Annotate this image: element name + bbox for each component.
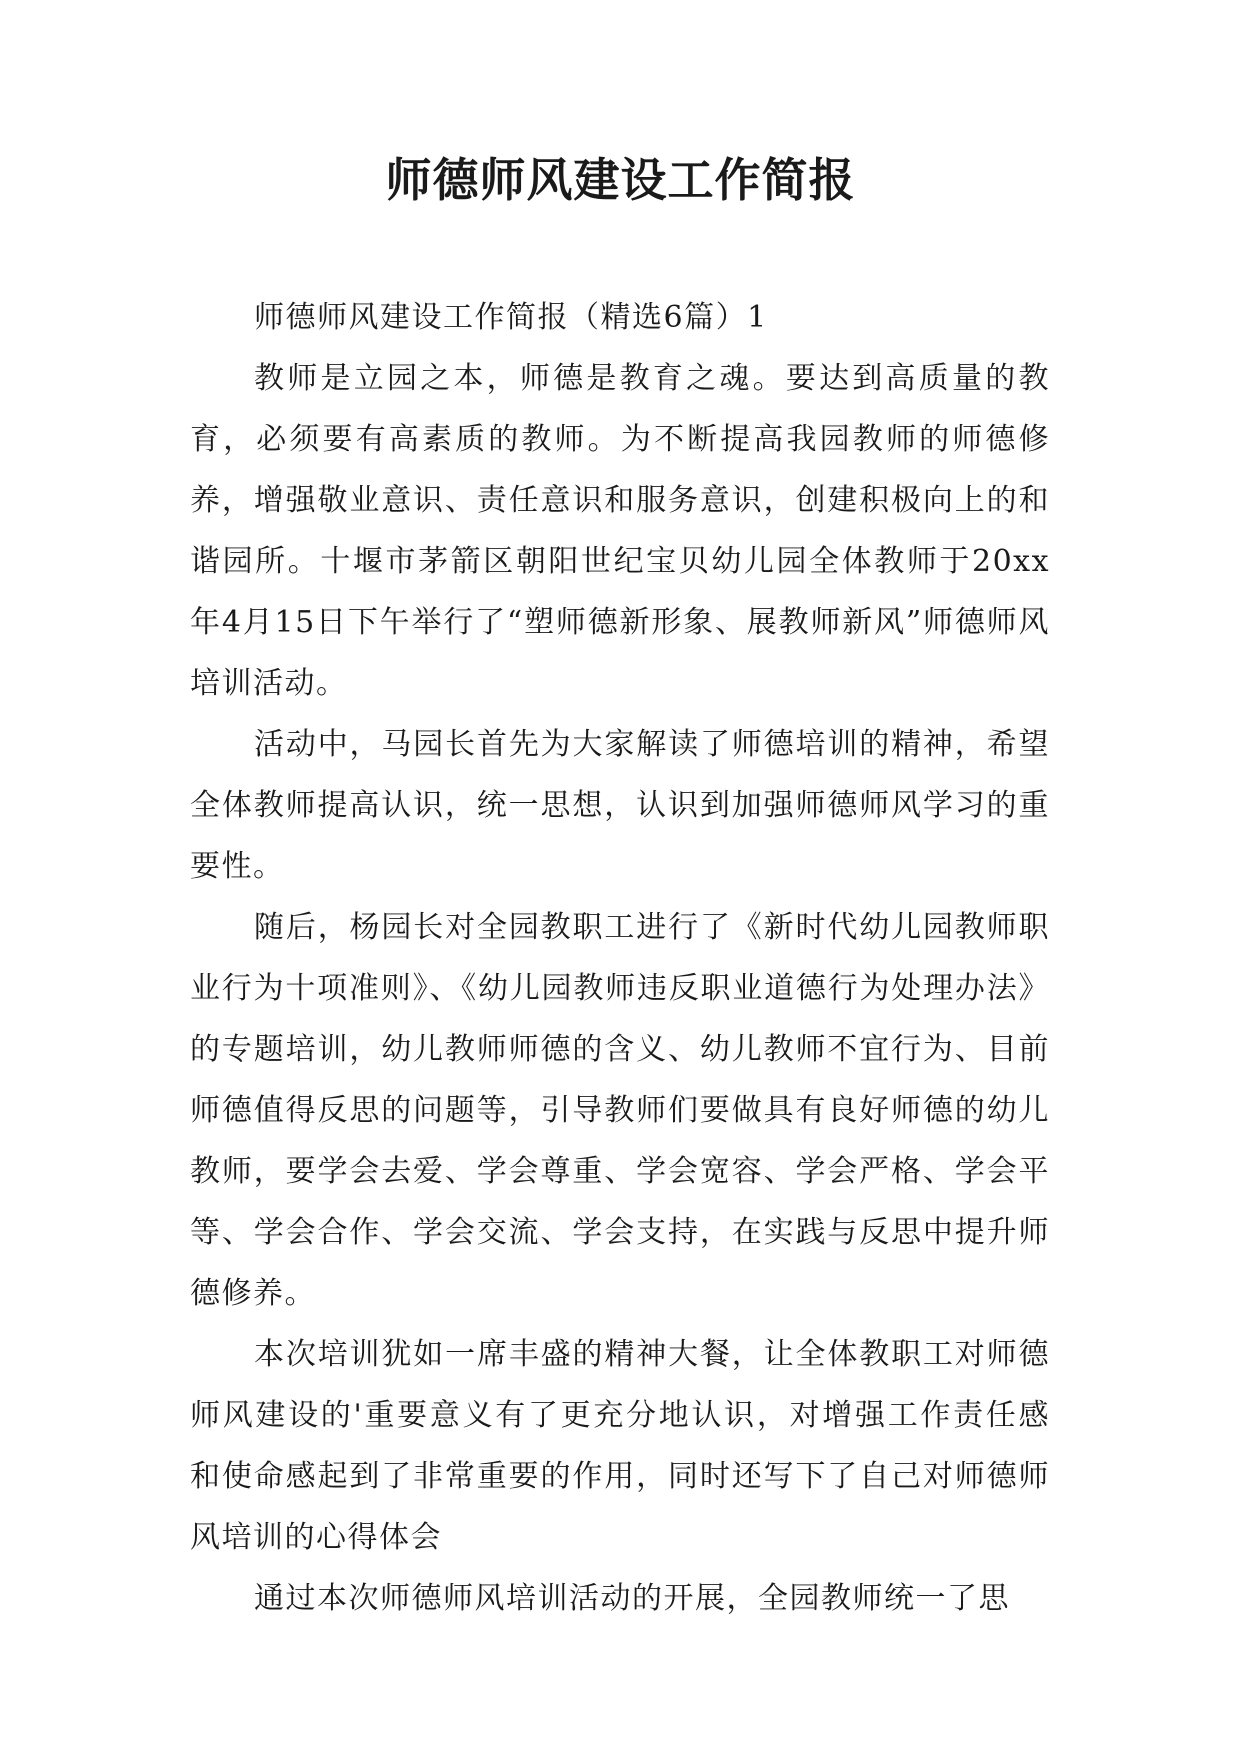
- paragraph-2: 活动中，马园长首先为大家解读了师德培训的精神，希望全体教师提高认识，统一思想，认识到加强师德师风学习的重要性。: [190, 727, 1050, 884]
- document-subtitle: 师德师风建设工作简报（精选6篇）1: [254, 300, 768, 335]
- paragraph-5: 通过本次师德师风培训活动的开展，全园教师统一了思: [254, 1581, 1010, 1616]
- paragraph-4: 本次培训犹如一席丰盛的精神大餐，让全体教职工对师德师风建设的'重要意义有了更充分地认识，对增强工作责任感和使命感起到了非常重要的作用，同时还写下了自己对师德师风培训的心得体会: [190, 1337, 1050, 1555]
- paragraph-3: 随后，杨园长对全园教职工进行了《新时代幼儿园教师职业行为十项准则》、《幼儿园教师违反职业道德行为处理办法》的专题培训，幼儿教师师德的含义、幼儿教师不宜行为、目前师德值得反思的问题等，引导教师们要做具有良好师德的幼儿教师，要学会去爱、学会尊重、学会宽容、学会严格、学会平等、学会合作、学会交流、学会支持，在实践与反思中提升师德修养。: [190, 910, 1050, 1311]
- document-body: [190, 287, 1050, 1629]
- document-title: 师德师风建设工作简报: [385, 153, 856, 207]
- paragraph-1: 教师是立园之本，师德是教育之魂。要达到高质量的教育，必须要有高素质的教师。为不断提高我园教师的师德修养，增强敬业意识、责任意识和服务意识，创建积极向上的和谐园所。十堰市茅箭区朝阳世纪宝贝幼儿园全体教师于20xx年4月15日下午举行了“塑师德新形象、展教师新风”师德师风培训活动。: [190, 361, 1050, 701]
